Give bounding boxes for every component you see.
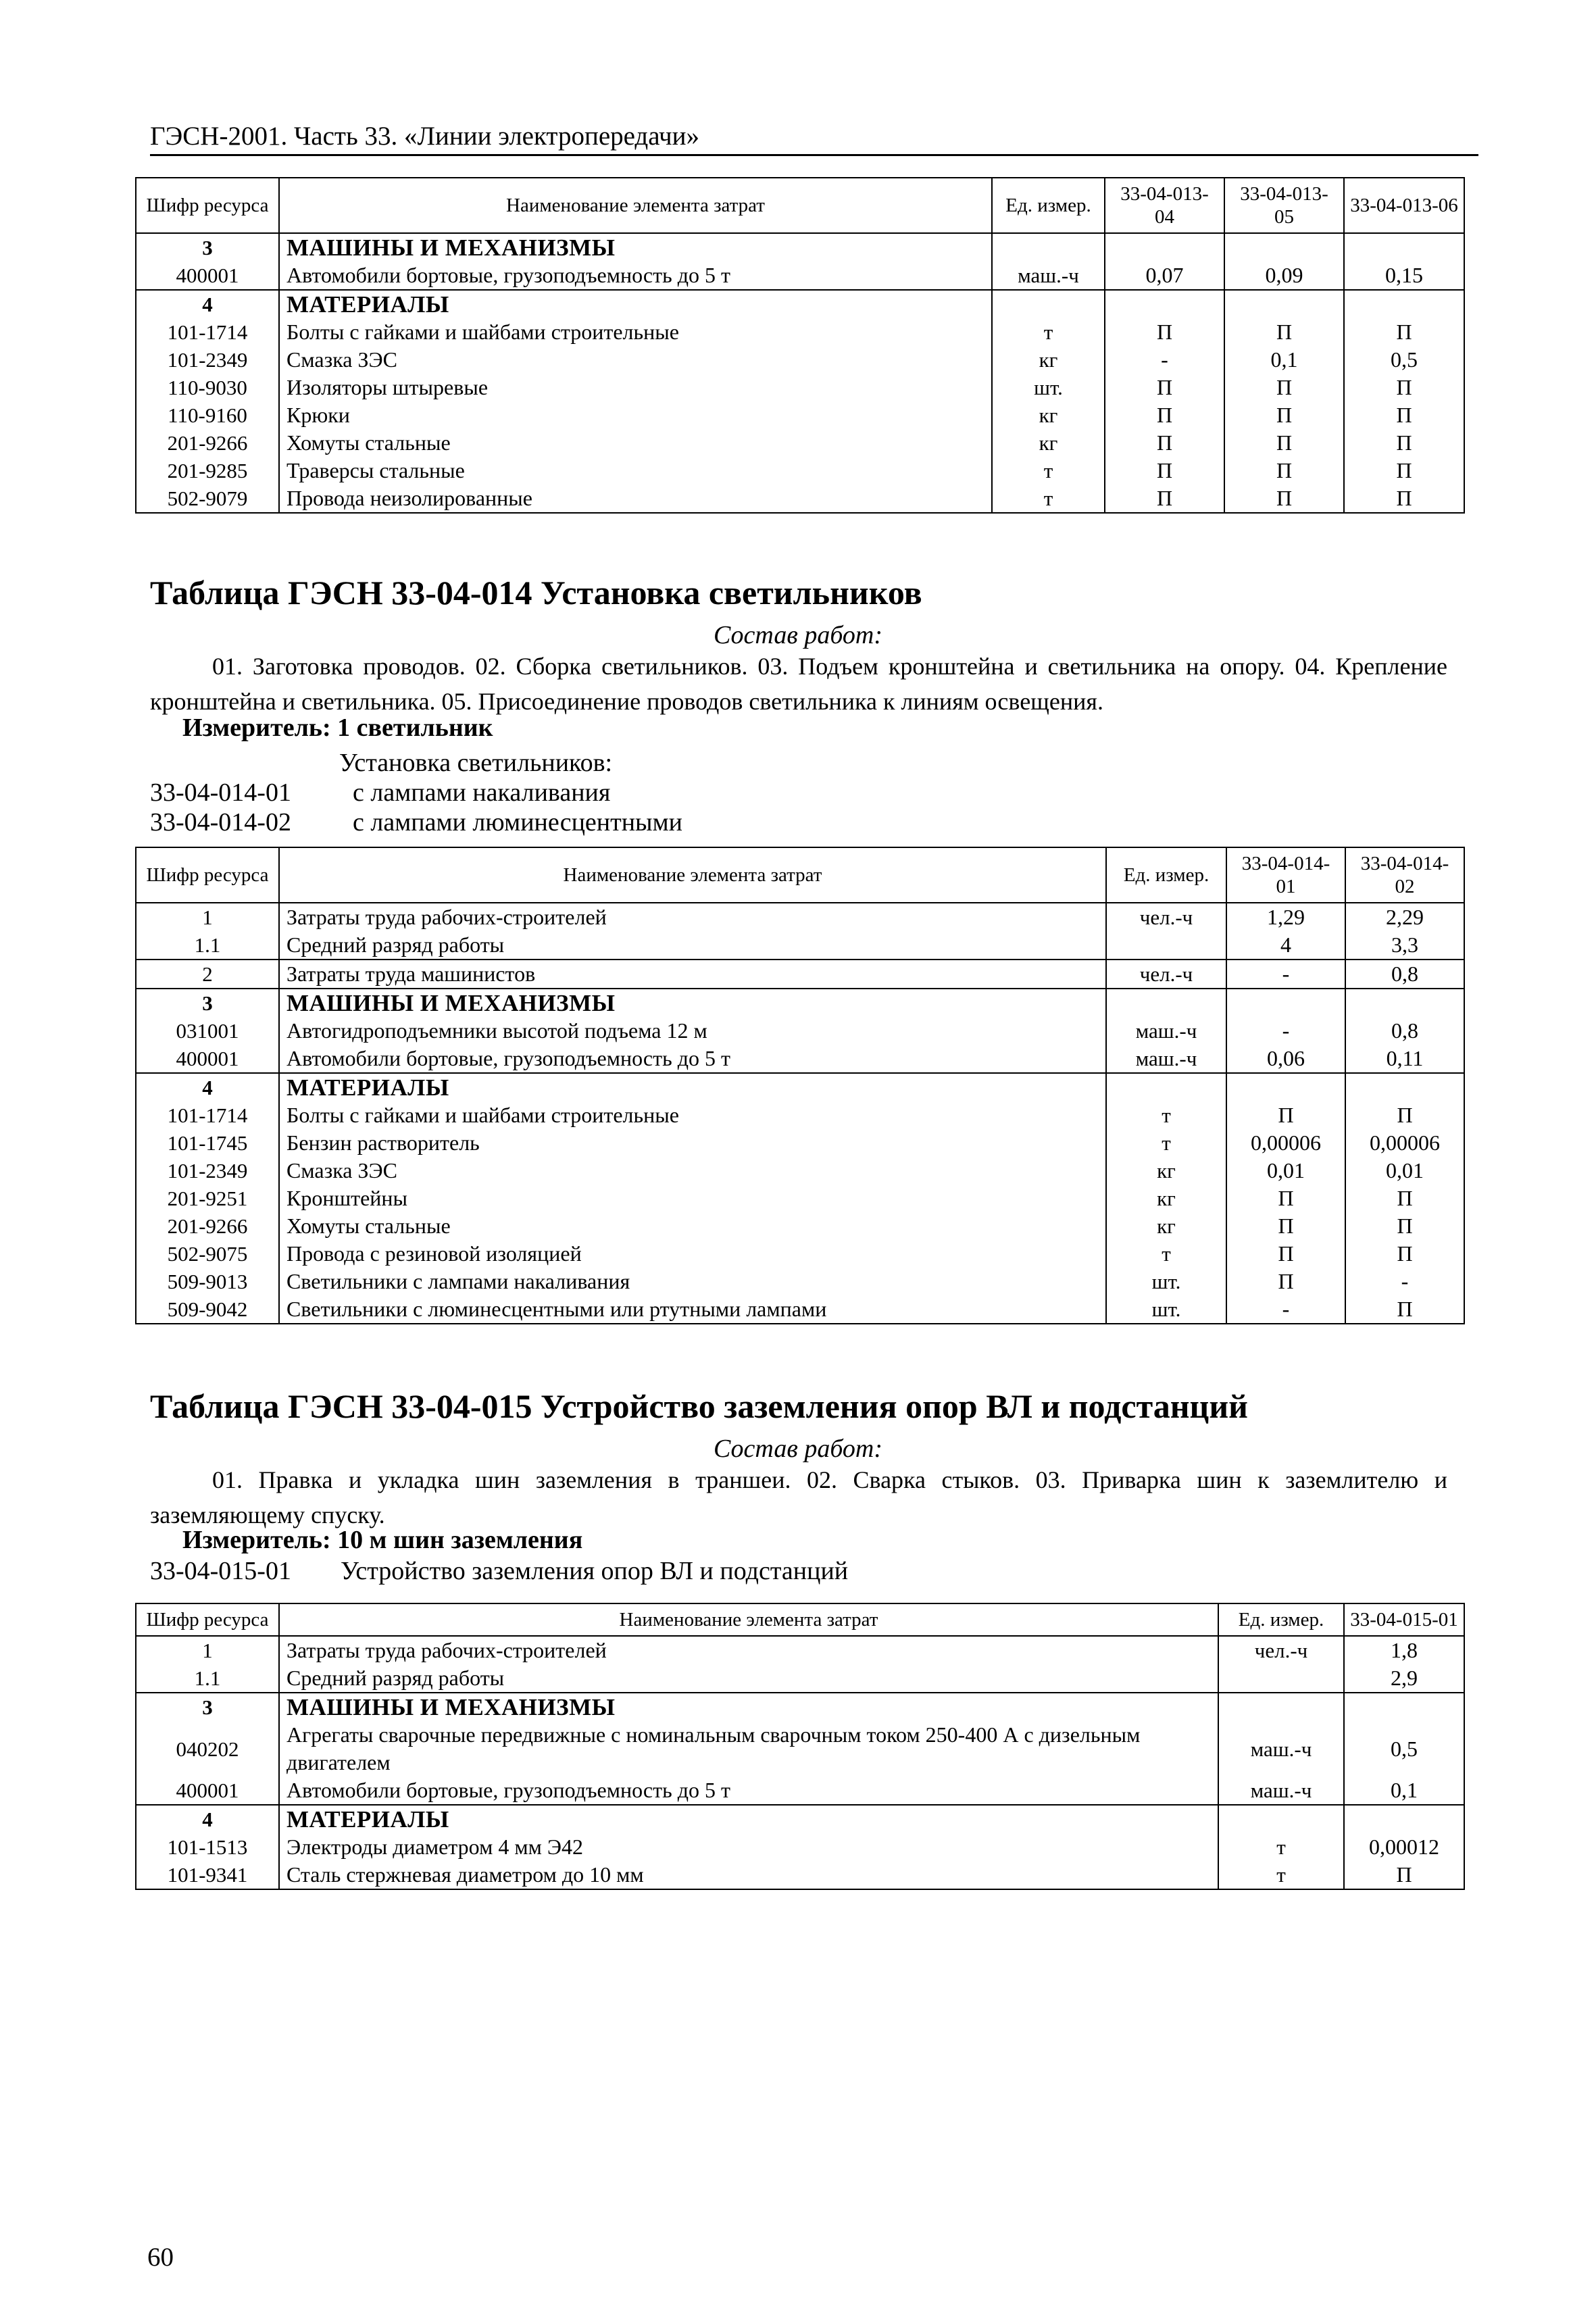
resource-name: Крюки [279,401,992,429]
resource-value: П [1345,1240,1464,1268]
resource-code: 1 [136,903,279,931]
table-row [136,1268,1464,1295]
resource-code: 1 [136,1636,279,1664]
running-header: ГЭСН-2001. Часть 33. «Линии электропередачи» [150,119,1478,156]
resource-name: Изоляторы штыревые [279,374,992,401]
resource-table-33-04-014 [135,847,1465,1324]
table-row [136,1212,1464,1240]
resource-value: П [1224,401,1344,429]
row-group [136,960,1464,989]
resource-value: П [1344,401,1464,429]
resource-value: П [1105,401,1224,429]
resource-name: Затраты труда машинистов [279,960,1106,989]
resource-unit: чел.-ч [1106,960,1226,989]
resource-value: 0,09 [1224,262,1344,290]
resource-value [1344,1693,1464,1721]
row-group [136,1693,1464,1805]
table-row [136,1045,1464,1073]
resource-value: П [1344,457,1464,484]
resource-value: 0,00012 [1344,1833,1464,1861]
resource-code: 400001 [136,1776,279,1805]
resource-code: 3 [136,233,279,262]
col-header-variant: 33-04-013-06 [1344,178,1464,233]
resource-unit [1218,1805,1344,1833]
variant-text: Устройство заземления опор ВЛ и подстанций [341,1557,849,1585]
resource-value: 0,00006 [1226,1129,1345,1157]
resource-code: 101-1714 [136,1101,279,1129]
resource-value: П [1105,457,1224,484]
resource-value: 0,1 [1224,346,1344,374]
resource-code: 101-1513 [136,1833,279,1861]
resource-unit: кг [992,346,1105,374]
resource-value: П [1224,429,1344,457]
resource-name: Затраты труда рабочих-строителей [279,903,1106,931]
table-row [136,1295,1464,1324]
subheading-014: Установка светильников: [339,749,613,777]
col-header-variant: 33-04-015-01 [1344,1603,1464,1636]
resource-value: П [1344,374,1464,401]
resource-unit: маш.-ч [1106,1017,1226,1045]
table-row [136,1017,1464,1045]
row-group [136,989,1464,1073]
resource-name: Агрегаты сварочные передвижные с номинальным сварочным током 250-400 А с дизельным двигателем [279,1721,1218,1776]
resource-name: Светильники с люминесцентными или ртутными лампами [279,1295,1106,1324]
table-row [136,1073,1464,1101]
col-header-code: Шифр ресурса [136,1603,279,1636]
resource-code: 400001 [136,262,279,290]
resource-table-33-04-013 [135,177,1465,514]
resource-code: 1.1 [136,1664,279,1693]
resource-value: 3,3 [1345,931,1464,960]
resource-value: П [1344,429,1464,457]
resource-unit: кг [1106,1185,1226,1212]
variant-row [150,776,610,810]
resource-unit: шт. [992,374,1105,401]
resource-name: Болты с гайками и шайбами строительные [279,318,992,346]
row-group [136,1073,1464,1324]
resource-unit: т [992,318,1105,346]
resource-unit: маш.-ч [1218,1776,1344,1805]
col-header-variant: 33-04-014-02 [1345,847,1464,903]
resource-value: 0,06 [1226,1045,1345,1073]
resource-name: Средний разряд работы [279,1664,1218,1693]
resource-value: П [1105,429,1224,457]
resource-name: Хомуты стальные [279,1212,1106,1240]
resource-code: 101-2349 [136,346,279,374]
table-row [136,931,1464,960]
table-row [136,903,1464,931]
resource-name: Электроды диаметром 4 мм Э42 [279,1833,1218,1861]
resource-unit: т [992,457,1105,484]
resource-value: 0,01 [1345,1157,1464,1185]
resource-code: 400001 [136,1045,279,1073]
resource-value: П [1345,1185,1464,1212]
composition-text-014: 01. Заготовка проводов. 02. Сборка светильников. 03. Подъем кронштейна и светильника на опору. 04. Крепление кронштейна и светильника. 05. Присоединение проводов светильника к линиям освещения. [150,653,1447,715]
resource-code: 3 [136,989,279,1017]
variant-code: 33-04-014-01 [150,778,291,807]
col-header-variant: 33-04-013-05 [1224,178,1344,233]
resource-code: 1.1 [136,931,279,960]
resource-name: Автогидроподъемники высотой подъема 12 м [279,1017,1106,1045]
composition-title-015: Состав работ: [713,1435,883,1463]
resource-name: Автомобили бортовые, грузоподъемность до 5 т [279,262,992,290]
resource-table-33-04-015 [135,1603,1465,1890]
table-row [136,1636,1464,1664]
composition-title-014: Состав работ: [713,621,883,649]
resource-value: 0,5 [1344,346,1464,374]
resource-unit: кг [1106,1157,1226,1185]
table-row [136,290,1464,318]
variant-text: с лампами люминесцентными [353,808,682,837]
col-header-variant: 33-04-013-04 [1105,178,1224,233]
row-group [136,1636,1464,1693]
resource-value: 0,15 [1344,262,1464,290]
table-row [136,1833,1464,1861]
resource-value: - [1345,1268,1464,1295]
resource-name: МАШИНЫ И МЕХАНИЗМЫ [279,1693,1218,1721]
table-row [136,429,1464,457]
resource-name: МАТЕРИАЛЫ [279,1073,1106,1101]
resource-name: Бензин растворитель [279,1129,1106,1157]
table-row [136,1185,1464,1212]
resource-value: П [1226,1240,1345,1268]
resource-value: П [1105,318,1224,346]
col-header-name: Наименование элемента затрат [279,178,992,233]
page-number: 60 [147,2243,174,2272]
resource-name: Провода с резиновой изоляцией [279,1240,1106,1268]
resource-code: 509-9013 [136,1268,279,1295]
resource-code: 101-1745 [136,1129,279,1157]
measure-014: Измеритель: 1 светильник [182,714,493,742]
resource-value: - [1226,1295,1345,1324]
resource-unit: т [1106,1240,1226,1268]
resource-value: 0,01 [1226,1157,1345,1185]
resource-unit [1218,1664,1344,1693]
resource-value [1345,989,1464,1017]
table-header-row [136,178,1464,233]
table-row [136,262,1464,290]
resource-unit: кг [992,401,1105,429]
resource-code: 101-2349 [136,1157,279,1185]
resource-name: Траверсы стальные [279,457,992,484]
resource-name: МАШИНЫ И МЕХАНИЗМЫ [279,989,1106,1017]
resource-name: Затраты труда рабочих-строителей [279,1636,1218,1664]
resource-value: П [1226,1185,1345,1212]
resource-unit [1106,989,1226,1017]
resource-name: Средний разряд работы [279,931,1106,960]
resource-value [1344,1805,1464,1833]
table-row [136,484,1464,513]
resource-unit: т [1106,1101,1226,1129]
resource-unit [1106,931,1226,960]
row-group [136,903,1464,960]
resource-name: МАТЕРИАЛЫ [279,1805,1218,1833]
resource-code: 101-9341 [136,1861,279,1889]
table-row [136,1101,1464,1129]
variant-code: 33-04-014-02 [150,808,291,837]
table-header-row [136,847,1464,903]
table-row [136,457,1464,484]
resource-value: П [1224,318,1344,346]
table-row [136,989,1464,1017]
resource-value [1224,290,1344,318]
resource-name: МАТЕРИАЛЫ [279,290,992,318]
resource-unit: т [992,484,1105,513]
resource-name: Сталь стержневая диаметром до 10 мм [279,1861,1218,1889]
resource-value [1344,290,1464,318]
resource-unit: кг [1106,1212,1226,1240]
resource-value: П [1344,318,1464,346]
table-row [136,1129,1464,1157]
resource-value: 0,8 [1345,1017,1464,1045]
resource-value: - [1105,346,1224,374]
resource-unit: маш.-ч [992,262,1105,290]
resource-value [1344,233,1464,262]
table-row [136,318,1464,346]
table-row [136,1157,1464,1185]
row-group [136,290,1464,513]
resource-code: 031001 [136,1017,279,1045]
table-row [136,1861,1464,1889]
table-row [136,1693,1464,1721]
resource-name: Автомобили бортовые, грузоподъемность до 5 т [279,1045,1106,1073]
resource-code: 101-1714 [136,318,279,346]
resource-value [1105,290,1224,318]
resource-value: П [1345,1212,1464,1240]
resource-name: Болты с гайками и шайбами строительные [279,1101,1106,1129]
table-row [136,1721,1464,1776]
table-row [136,1776,1464,1805]
resource-value: 0,8 [1345,960,1464,989]
table-row [136,1805,1464,1833]
resource-name: Автомобили бортовые, грузоподъемность до 5 т [279,1776,1218,1805]
table-row [136,1240,1464,1268]
table-row [136,233,1464,262]
resource-unit: т [1218,1833,1344,1861]
composition-text-015: 01. Правка и укладка шин заземления в траншеи. 02. Сварка стыков. 03. Приварка шин к заземлителю и заземляющему спуску. [150,1466,1447,1528]
col-header-code: Шифр ресурса [136,178,279,233]
measure-015: Измеритель: 10 м шин заземления [182,1526,583,1554]
resource-name: МАШИНЫ И МЕХАНИЗМЫ [279,233,992,262]
resource-code: 4 [136,1805,279,1833]
resource-value: 4 [1226,931,1345,960]
resource-value: - [1226,960,1345,989]
resource-value: 2,9 [1344,1664,1464,1693]
resource-value [1224,233,1344,262]
variant-row [150,805,682,839]
resource-unit: маш.-ч [1218,1721,1344,1776]
table-header-row [136,1603,1464,1636]
col-header-unit: Ед. измер. [1218,1603,1344,1636]
resource-value: 1,29 [1226,903,1345,931]
resource-value: - [1226,1017,1345,1045]
resource-value: П [1226,1101,1345,1129]
resource-value: П [1345,1101,1464,1129]
resource-code: 201-9266 [136,1212,279,1240]
resource-name: Кронштейны [279,1185,1106,1212]
col-header-unit: Ед. измер. [1106,847,1226,903]
resource-value [1345,1073,1464,1101]
row-group [136,1805,1464,1889]
resource-value: П [1105,484,1224,513]
table-row [136,1664,1464,1693]
resource-unit: шт. [1106,1295,1226,1324]
resource-value: П [1226,1268,1345,1295]
resource-code: 2 [136,960,279,989]
resource-unit: кг [992,429,1105,457]
table-row [136,346,1464,374]
resource-unit: чел.-ч [1106,903,1226,931]
resource-unit: чел.-ч [1218,1636,1344,1664]
resource-code: 201-9285 [136,457,279,484]
resource-value: П [1224,374,1344,401]
resource-code: 110-9160 [136,401,279,429]
resource-code: 502-9075 [136,1240,279,1268]
resource-value [1226,989,1345,1017]
resource-code: 509-9042 [136,1295,279,1324]
resource-code: 201-9251 [136,1185,279,1212]
resource-value: П [1226,1212,1345,1240]
resource-unit [992,290,1105,318]
resource-value: П [1345,1295,1464,1324]
resource-unit: т [1218,1861,1344,1889]
variant-row [150,1554,848,1588]
resource-value: П [1344,1861,1464,1889]
resource-code: 110-9030 [136,374,279,401]
resource-code: 3 [136,1693,279,1721]
resource-unit: шт. [1106,1268,1226,1295]
resource-code: 040202 [136,1721,279,1776]
resource-code: 4 [136,1073,279,1101]
variant-text: с лампами накаливания [353,778,611,807]
resource-name: Хомуты стальные [279,429,992,457]
resource-value: П [1105,374,1224,401]
resource-value: 0,07 [1105,262,1224,290]
col-header-unit: Ед. измер. [992,178,1105,233]
resource-code: 201-9266 [136,429,279,457]
resource-unit: т [1106,1129,1226,1157]
resource-value [1105,233,1224,262]
row-group [136,233,1464,290]
variant-code: 33-04-015-01 [150,1557,291,1585]
resource-name: Смазка ЗЭС [279,346,992,374]
table-row [136,401,1464,429]
resource-name: Смазка ЗЭС [279,1157,1106,1185]
resource-name: Провода неизолированные [279,484,992,513]
resource-name: Светильники с лампами накаливания [279,1268,1106,1295]
resource-unit: маш.-ч [1106,1045,1226,1073]
resource-unit [992,233,1105,262]
resource-value: 0,00006 [1345,1129,1464,1157]
table-row [136,374,1464,401]
resource-value: П [1224,484,1344,513]
resource-value: 0,11 [1345,1045,1464,1073]
resource-code: 502-9079 [136,484,279,513]
resource-unit [1218,1693,1344,1721]
resource-value: П [1224,457,1344,484]
table-title-33-04-015: Таблица ГЭСН 33-04-015 Устройство заземления опор ВЛ и подстанций [150,1387,1248,1425]
col-header-name: Наименование элемента затрат [279,847,1106,903]
resource-value: 2,29 [1345,903,1464,931]
col-header-name: Наименование элемента затрат [279,1603,1218,1636]
col-header-variant: 33-04-014-01 [1226,847,1345,903]
resource-unit [1106,1073,1226,1101]
resource-value: 1,8 [1344,1636,1464,1664]
resource-value: 0,1 [1344,1776,1464,1805]
table-row [136,960,1464,989]
resource-code: 4 [136,290,279,318]
col-header-code: Шифр ресурса [136,847,279,903]
resource-value: П [1344,484,1464,513]
resource-value: 0,5 [1344,1721,1464,1776]
resource-value [1226,1073,1345,1101]
table-title-33-04-014: Таблица ГЭСН 33-04-014 Установка светильников [150,574,922,612]
